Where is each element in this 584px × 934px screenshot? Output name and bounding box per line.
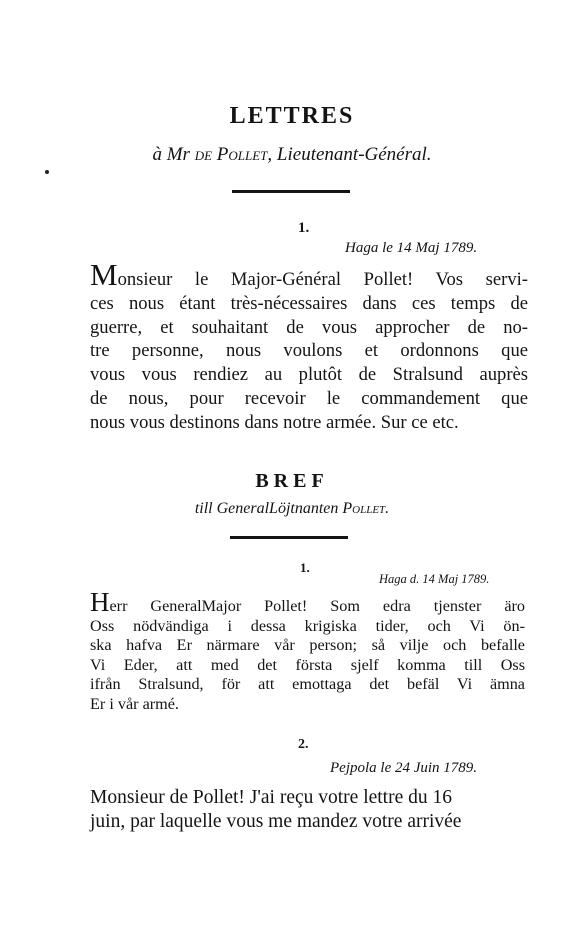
letter1-line: nous vous destinons dans notre armée. Sur ce etc. [90, 411, 459, 433]
subtitle-name: de Pollet [194, 144, 268, 165]
letter-sv-line: Er i vår armé. [90, 694, 179, 713]
letter1-number: 1. [298, 220, 310, 236]
letter-sv-dropcap: H [90, 587, 110, 617]
letter2-dateline: Pejpola le 24 Juin 1789. [330, 760, 478, 776]
letter1-line: ces nous étant très-nécessaires dans ces temps de [90, 292, 528, 314]
bref-subtitle [0, 500, 584, 518]
letter1-line: guerre, et souhaitant de vous approcher de no- [90, 316, 528, 338]
letter1-dateline: Haga le 14 Maj 1789. [345, 240, 478, 256]
letter-sv-number: 1. [300, 560, 310, 575]
margin-dot [45, 170, 49, 174]
letter-sv-dateline: Haga d. 14 Maj 1789. [379, 572, 490, 586]
letter-sv-line: Oss nödvändiga i dessa krigiska tider, och Vi ön- [90, 616, 525, 635]
letter2-number: 2. [298, 737, 309, 752]
letter2-line: Monsieur de Pollet! J'ai reçu votre lettre du 16 [90, 787, 452, 808]
letter1-body [90, 257, 528, 435]
letter-sv-line: ifrån Stralsund, för att emottaga det befäl Vi ämna [90, 675, 525, 694]
letter-sv-body [90, 587, 525, 715]
letter1-dropcap: M [90, 257, 118, 292]
page-subtitle [0, 144, 584, 166]
letter-sv-line: ska hafva Er närmare vår person; så vilje och befalle [90, 636, 525, 655]
letter1-line: Monsieur le Major-Général Pollet! Vos servi- [90, 257, 528, 292]
subtitle-prefix: à Mr [152, 144, 190, 165]
bref-rule [230, 536, 348, 539]
title-rule [232, 190, 350, 193]
bref-subtitle-name: Pollet. [342, 500, 390, 517]
bref-title: BREF [255, 470, 329, 492]
letter-sv-line: Vi Eder, att med det första sjelf komma till Oss [90, 655, 525, 674]
bref-subtitle-prefix: till GeneralLöjtnanten [194, 500, 339, 517]
subtitle-suffix: , Lieutenant-Général. [267, 144, 432, 165]
letter1-line: tre personne, nous voulons et ordonnons que [90, 340, 528, 362]
letter-sv-line: Herr GeneralMajor Pollet! Som edra tjenster äro [90, 587, 525, 617]
letter1-line: vous vous rendiez au plutôt de Stralsund auprès [90, 364, 528, 386]
letter2-line: juin, par laquelle vous me mandez votre arrivée [90, 811, 462, 832]
page-title: LETTRES [229, 103, 355, 129]
letter2-body [90, 786, 528, 834]
letter1-line: de nous, pour recevoir le commandement que [90, 387, 528, 409]
